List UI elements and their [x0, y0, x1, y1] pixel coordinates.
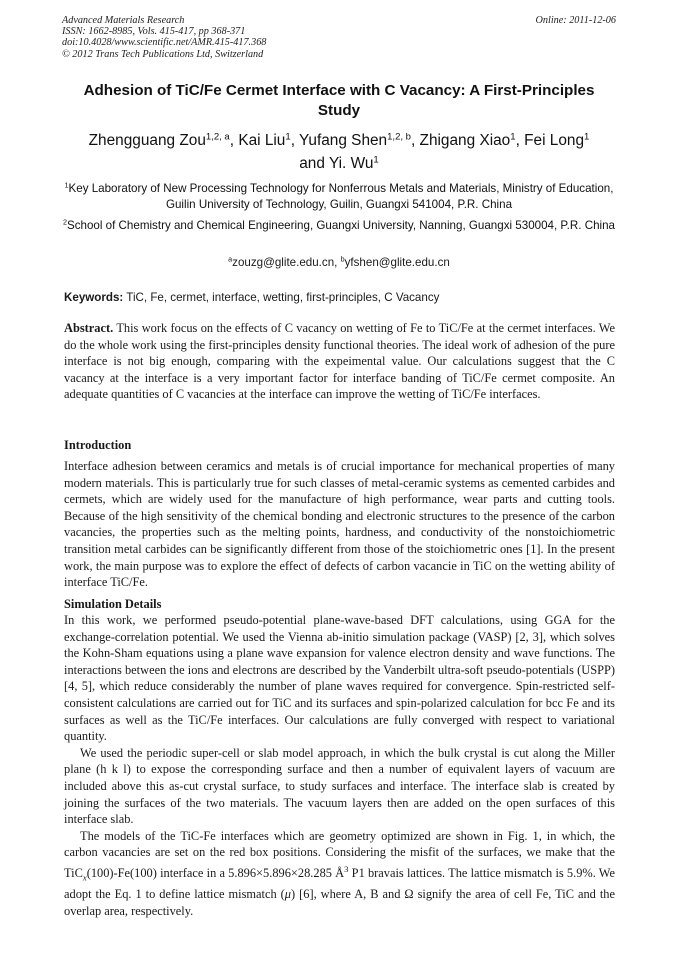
text-run: ) [6], where A, B and Ω signify the area of cell Fe, TiC and the overlap area, respectively.: [64, 887, 615, 918]
section-heading-introduction: Introduction: [64, 438, 132, 452]
email-mark: b: [340, 254, 345, 264]
keywords-label: Keywords:: [64, 291, 124, 304]
author-affil-mark: 1: [584, 131, 590, 143]
paragraph: We used the periodic super-cell or slab model approach, in which the bulk crystal is cut along the Miller plane (h k l) to expose the corresponding surface and then a number of equivalent layers of vacuum are included above this as-cut crystal surface, to study surfaces and interface. The interface slab is created by joining the surfaces of the two materials. The vacuum layers then are added on the open surfaces of this interface slab.: [64, 745, 615, 827]
copyright-line: © 2012 Trans Tech Publications Ltd, Switzerland: [62, 48, 264, 60]
email-link[interactable]: zouzg@glite.edu.cn: [232, 256, 335, 269]
author: Kai Liu: [238, 132, 286, 149]
simulation-body: [64, 612, 615, 919]
email-line: [62, 255, 616, 271]
author-list: Zhengguang Zou$^{1,2, a}$, Kai Liu$^1$, Yufang Shen$^{1,2, b}$, Zhigang Xiao$^1$, Fei Long$^1$ and Yi. Wu$^1$: [88, 131, 590, 172]
affiliation-mark: 2: [63, 217, 67, 227]
section-heading-simulation: Simulation Details: [64, 597, 162, 611]
online-date: Online: 2011-12-06: [535, 15, 616, 26]
author: Zhengguang Zou: [88, 132, 206, 149]
paragraph: In this work, we performed pseudo-potential plane-wave-based DFT calculations, using GGA for the exchange-correlation potential. We used the Vienna ab-initio simulation package (VASP) [2, 3], which solves the Kohn-Sham equations using a plane wave expansion for valence electron density and wave functions. The interactions between the ions and electrons are described by the Vanderbilt ultra-soft pseudo-potentials (USPP) [4, 5], which reduce considerably the number of plane waves required for convergence. Spin-restricted self-consistent calculations are carried out for TiC and its surfaces and spin-polarized calculation for bcc Fe and its surfaces as well as the TiC/Fe interfaces. Our calculations are fully converged with respect to variational quantity.: [64, 613, 615, 744]
abstract-text: This work focus on the effects of C vacancy on wetting of Fe to TiC/Fe at the cermet interfaces. We do the whole work using the first-principles density functional theories. The ideal work of adhesion of the pure interface is not big enough, comparing with the expeimental value. Our calculations suggest that the C vacancy at the interface is a very important factor for interface banding of TiC/Fe cermet composite. An adequate quantities of C vacancies at the interface can improve the wetting of TiC/Fe interfaces.: [64, 321, 616, 402]
author-affil-mark: 1: [285, 131, 291, 143]
journal-header: [62, 15, 616, 60]
email-mark: a: [228, 254, 233, 264]
affiliation-text: School of Chemistry and Chemical Engineering, Guangxi University, Nanning, Guangxi 530004, P.R. China: [67, 219, 615, 232]
subscript: x: [82, 872, 87, 883]
keywords-text: TiC, Fe, cermet, interface, wetting, first-principles, C Vacancy: [126, 291, 440, 304]
issn-line: ISSN: 1662-8985, Vols. 415-417, pp 368-371: [62, 26, 246, 38]
superscript: 3: [344, 863, 349, 874]
affiliation-2: [62, 218, 616, 234]
author: Zhigang Xiao: [419, 132, 511, 149]
text-run: (100)-Fe(100) interface in a 5.896×5.896×28.285 Å: [86, 866, 345, 881]
email-separator: ,: [334, 256, 341, 269]
paragraph: [64, 828, 615, 920]
doi-line: doi:10.4028/www.scientific.net/AMR.415-417.368: [62, 37, 267, 49]
abstract-label: Abstract.: [64, 321, 114, 335]
author: Yufang Shen: [298, 132, 388, 149]
author-affil-mark: 1: [510, 131, 516, 143]
abstract: [64, 320, 615, 403]
author: Fei Long: [524, 132, 585, 149]
text-run: The models of the TiC-Fe interfaces which are geometry optimized are shown in Fig. 1, in which, the carbon vacancies are set on the red box positions. Considering the misfit of the surfaces, we make that the TiC: [64, 828, 615, 881]
affiliation-mark: 1: [64, 180, 69, 190]
text-run: P1 bravais lattices. The lattice mismatch is 5.9%. We adopt the Eq. 1 to define lattice mismatch (: [64, 866, 616, 902]
keywords: [64, 290, 616, 306]
symbol-mu: μ: [284, 887, 292, 902]
author-conjunction: and: [299, 155, 325, 172]
journal-name: Advanced Materials Research: [62, 15, 185, 26]
introduction-body: [64, 458, 615, 591]
author: Yi. Wu: [328, 155, 374, 172]
email-link[interactable]: yfshen@glite.edu.cn: [344, 256, 450, 269]
paragraph: Interface adhesion between ceramics and metals is of crucial importance for mechanical properties of many modern materials. This is particularly true for such classes of metal-ceramic systems as cemented carbides and cermets, which are widely used for the manufacture of high performance, wear parts and cutting tools. Because of the high sensitivity of the chemical bonding and electronic structures to the presence of the carbon vacancies, the properties such as the melting points, hardness, and conductivity of the nonstoichiometric transition metal carbides can be significantly different from those of the stoichiometric ones [1]. In the present work, the main purpose was to explore the effect of defects of carbon vacancie in TiC on the wetting ability of interface TiC/Fe.: [64, 459, 615, 590]
author-affil-mark: 1: [373, 154, 379, 166]
paper-title: Adhesion of TiC/Fe Cermet Interface with C Vacancy: A First-Principles Study: [83, 82, 595, 119]
author-affil-mark: 1,2, b: [387, 131, 411, 143]
affiliation-text: Key Laboratory of New Processing Technology for Nonferrous Metals and Materials, Ministry of Education, Guilin University of Technology, Guilin, Guangxi 541004, P.R. China: [68, 182, 614, 211]
author-affil-mark: 1,2, a: [205, 131, 230, 143]
affiliation-1: [62, 181, 616, 213]
